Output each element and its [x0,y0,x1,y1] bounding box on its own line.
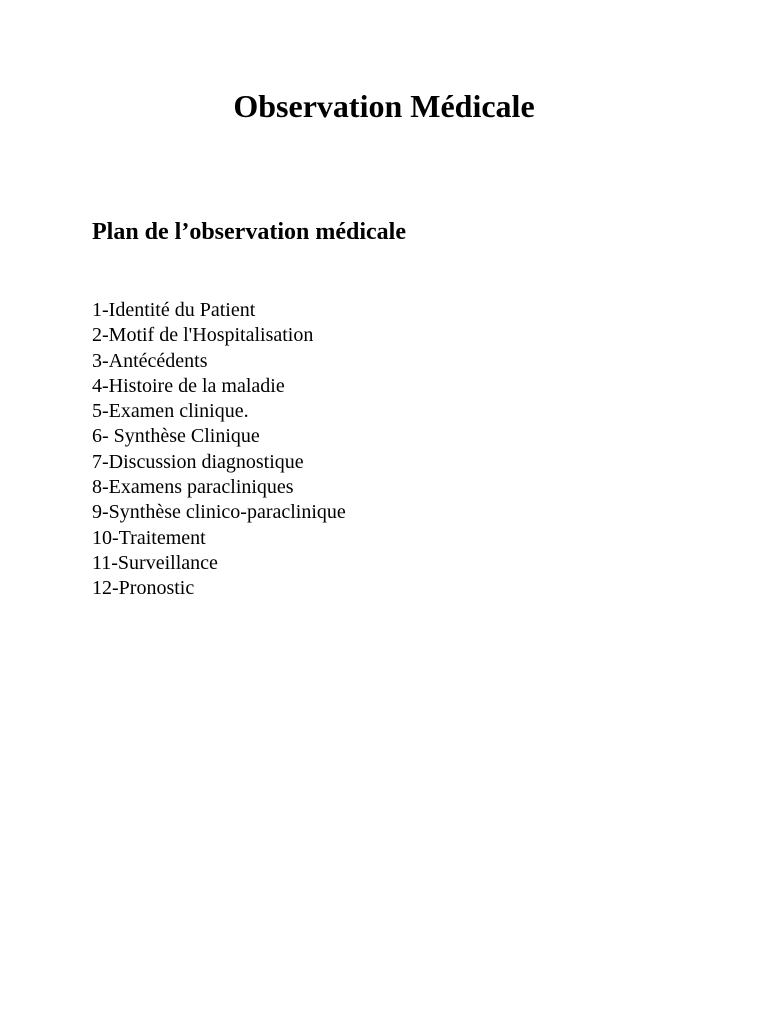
outline-item-examen-clinique: 5-Examen clinique. [92,400,249,423]
outline-item-examens-paracliniques: 8-Examens paracliniques [92,476,294,499]
outline-list [92,298,346,602]
document-title: Observation Médicale [233,88,535,124]
outline-item-synthese-clinique: 6- Synthèse Clinique [92,425,260,448]
outline-item-motif: 2-Motif de l'Hospitalisation [92,324,314,347]
outline-item-identite: 1-Identité du Patient [92,299,256,321]
outline-item-surveillance: 11-Surveillance [92,551,218,574]
outline-item-pronostic: 12-Pronostic [92,577,195,600]
outline-item-synthese-clinico-paraclinique: 9-Synthèse clinico-paraclinique [92,501,346,524]
outline-item-histoire: 4-Histoire de la maladie [92,374,285,397]
outline-item-antecedents: 3-Antécédents [92,349,208,372]
section-heading: Plan de l’observation médicale [92,219,406,245]
outline-item-traitement: 10-Traitement [92,526,206,549]
outline-item-discussion: 7-Discussion diagnostique [92,450,304,473]
